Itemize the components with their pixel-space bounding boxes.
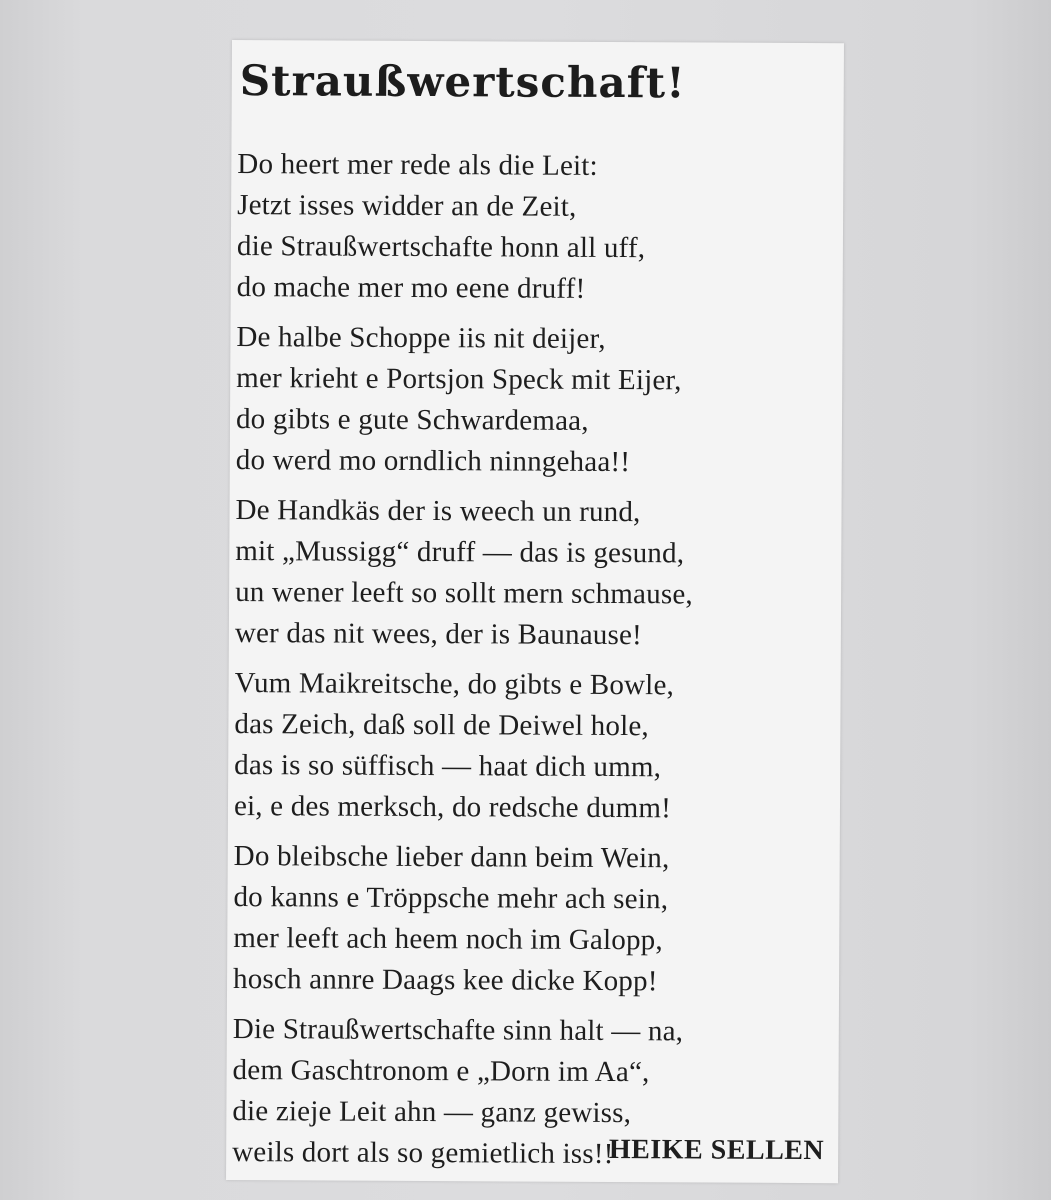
poem-line: dem Gaschtronom e „Dorn im Aa“, <box>232 1054 650 1089</box>
poem-line: hosch annre Daags kee dicke Kopp! <box>232 963 658 998</box>
poem-line: Vum Maikreitsche, do gibts e Bowle, <box>234 667 675 702</box>
poem-line: weils dort als so gemietlich iss!! <box>232 1136 614 1171</box>
poem-line: Do heert mer rede als die Leit: <box>237 148 598 182</box>
stanza-5 <box>233 836 834 1003</box>
stanza-3 <box>235 490 836 657</box>
poem-line: do werd mo orndlich ninngehaa!! <box>235 444 631 479</box>
poem-body <box>232 144 837 1185</box>
poem-line: un wener leeft so sollt mern schmause, <box>235 576 693 611</box>
poem-line: do kanns e Tröppsche mehr ach sein, <box>233 881 669 916</box>
poem-line: die zieje Leit ahn — ganz gewiss, <box>232 1095 632 1130</box>
poem-line: do mache mer mo eene druff! <box>236 271 586 305</box>
poem-line: die Straußwertschafte honn all uff, <box>236 230 646 265</box>
poem-line: do gibts e gute Schwardemaa, <box>235 403 589 437</box>
poem-line: ei, e des merksch, do redsche dumm! <box>233 790 672 825</box>
stanza-1 <box>237 144 838 311</box>
poem-line: mer krieht e Portsjon Speck mit Eijer, <box>236 362 682 397</box>
poem-line: De halbe Schoppe iis nit deijer, <box>236 321 606 355</box>
poem-line: das Zeich, daß soll de Deiwel hole, <box>234 708 649 743</box>
poem-line: mit „Mussigg“ druff — das is gesund, <box>235 535 685 570</box>
newspaper-clipping <box>226 40 844 1183</box>
poem-line: das is so süffisch — haat dich umm, <box>234 749 662 784</box>
stanza-4 <box>234 663 835 830</box>
poem-line: mer leeft ach heem noch im Galopp, <box>233 922 663 957</box>
poem-title: Straußwertschaft! <box>239 56 686 108</box>
poem-line: Jetzt isses widder an de Zeit, <box>237 189 577 223</box>
poem-line: Die Straußwertschafte sinn halt — na, <box>232 1013 684 1048</box>
author-name: HEIKE SELLEN <box>608 1133 825 1167</box>
stanza-2 <box>236 317 837 484</box>
poem-line: De Handkäs der is weech un rund, <box>235 494 641 529</box>
poem-line: wer das nit wees, der is Baunause! <box>234 617 643 652</box>
poem-line: Do bleibsche lieber dann beim Wein, <box>233 840 670 875</box>
